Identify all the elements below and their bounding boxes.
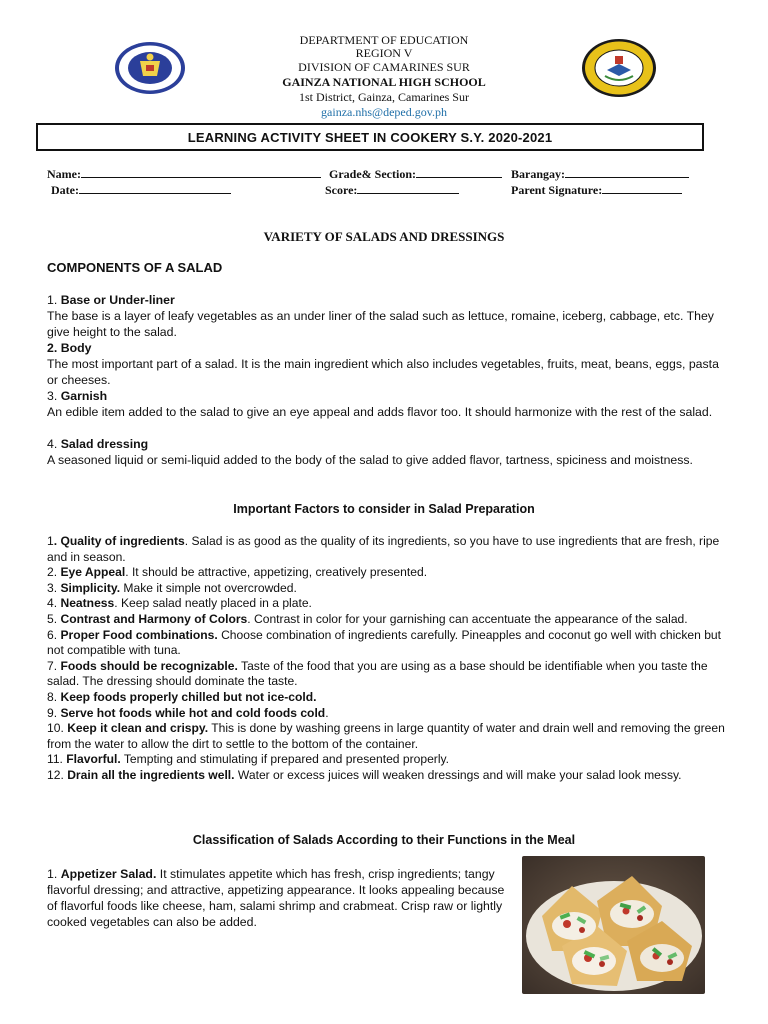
item-title: Salad dressing	[60, 437, 149, 451]
date-field[interactable]	[51, 182, 231, 197]
name-label: Name:	[47, 167, 81, 181]
header-region: REGION V	[355, 46, 413, 60]
list-item: 8. Keep foods properly chilled but not ice-cold.	[47, 689, 317, 704]
grade-section-line	[416, 166, 502, 178]
list-item: 7. Foods should be recognizable. Taste of the food that you are using as a base should be identifiable when you taste the salad. The dressing should dominate the taste.	[47, 658, 708, 689]
item-number: 3.	[47, 389, 58, 403]
list-item: 4. Neatness. Keep salad neatly placed in a plate.	[47, 596, 312, 611]
item-title: Body	[60, 341, 92, 355]
header-school-name: GAINZA NATIONAL HIGH SCHOOL	[282, 75, 486, 89]
factors-list	[47, 534, 727, 784]
main-heading: VARIETY OF SALADS AND DRESSINGS	[263, 229, 505, 244]
activity-sheet-title: LEARNING ACTIVITY SHEET IN COOKERY S.Y. 2020-2021	[36, 123, 704, 151]
list-item: 12. Drain all the ingredients well. Water or excess juices will weaken dressings and will make your salad look messy.	[47, 767, 682, 782]
date-line	[79, 182, 231, 194]
list-item: 2. Eye Appeal. It should be attractive, appetizing, creatively presented.	[47, 565, 428, 580]
grade-section-label: Grade& Section:	[329, 167, 416, 181]
score-line	[357, 182, 459, 194]
factors-heading: Important Factors to consider in Salad Preparation	[233, 502, 535, 516]
score-label: Score:	[325, 183, 358, 197]
item-text: It stimulates appetite which has fresh, crisp ingredients; tangy flavorful dressing; and attractive, appetizing appearance. It looks appealing because of flavorful foods like cheese, ham, salami shrimp and crabmeat. Crisp raw or lightly cooked vegetables can also be added.	[47, 867, 505, 929]
list-item: 10. Keep it clean and crispy. This is done by washing greens in large quantity of water and drain well and removing the green from the water to allow the dirt to settle to the bottom of the container.	[47, 721, 725, 751]
score-field[interactable]	[325, 182, 459, 197]
barangay-field[interactable]	[511, 166, 689, 181]
item-number: 1.	[47, 293, 58, 307]
item-number: 1.	[47, 867, 58, 881]
barangay-line	[565, 166, 689, 178]
header-address: 1st District, Gainza, Camarines Sur	[299, 90, 469, 104]
item-title: Appetizer Salad.	[60, 867, 157, 881]
date-label: Date:	[51, 183, 79, 197]
list-item: 5. Contrast and Harmony of Colors. Contrast in color for your garnishing can accentuate the appearance of the salad.	[47, 611, 688, 626]
component-item	[47, 340, 727, 388]
parent-signature-label: Parent Signature:	[511, 183, 603, 197]
list-item: 11. Flavorful. Tempting and stimulating if prepared and presented properly.	[47, 752, 450, 767]
item-text: An edible item added to the salad to give an eye appeal and adds flavor too. It should harmonize with the rest of the salad.	[47, 405, 713, 419]
name-line	[81, 166, 321, 178]
header-email: gainza.nhs@deped.gov.ph	[321, 105, 447, 119]
list-item: 1. Quality of ingredients. Salad is as good as the quality of its ingredients, so you have to use ingredients that are fresh, ripe and in season.	[47, 534, 720, 564]
appetizer-salad-photo	[522, 856, 705, 994]
header-department: DEPARTMENT OF EDUCATION	[299, 33, 469, 47]
component-item	[47, 388, 727, 420]
barangay-label: Barangay:	[511, 167, 565, 181]
list-item: 9. Serve hot foods while hot and cold foods cold.	[47, 705, 329, 720]
classification-item	[47, 866, 507, 930]
item-number: 2.	[47, 341, 58, 355]
list-item: 6. Proper Food combinations. Choose combination of ingredients carefully. Pineapples and coconut go well with chicken but not compatible with tuna.	[47, 627, 722, 658]
item-text: A seasoned liquid or semi-liquid added to the body of the salad to give added flavor, tartness, spiciness and moistness.	[47, 453, 693, 467]
item-text: The most important part of a salad. It is the main ingredient which also includes vegetables, fruits, meat, beans, eggs, pasta or cheeses.	[47, 357, 719, 387]
item-title: Garnish	[60, 389, 108, 403]
parent-signature-line	[602, 182, 682, 194]
classification-heading: Classification of Salads According to their Functions in the Meal	[192, 833, 576, 847]
grade-section-field[interactable]	[329, 166, 502, 181]
item-title: Base or Under-liner	[60, 293, 175, 307]
component-item	[47, 436, 727, 468]
header-division: DIVISION OF CAMARINES SUR	[298, 60, 470, 74]
list-item: 3. Simplicity. Make it simple not overcrowded.	[47, 580, 297, 595]
item-text: The base is a layer of leafy vegetables as an under liner of the salad such as lettuce, romaine, iceberg, cabbage, etc. They give height to the salad.	[47, 309, 714, 339]
item-number: 4.	[47, 437, 58, 451]
name-field[interactable]	[47, 166, 321, 181]
component-item	[47, 292, 727, 340]
parent-signature-field[interactable]	[511, 182, 682, 197]
components-heading: COMPONENTS OF A SALAD	[47, 260, 223, 275]
